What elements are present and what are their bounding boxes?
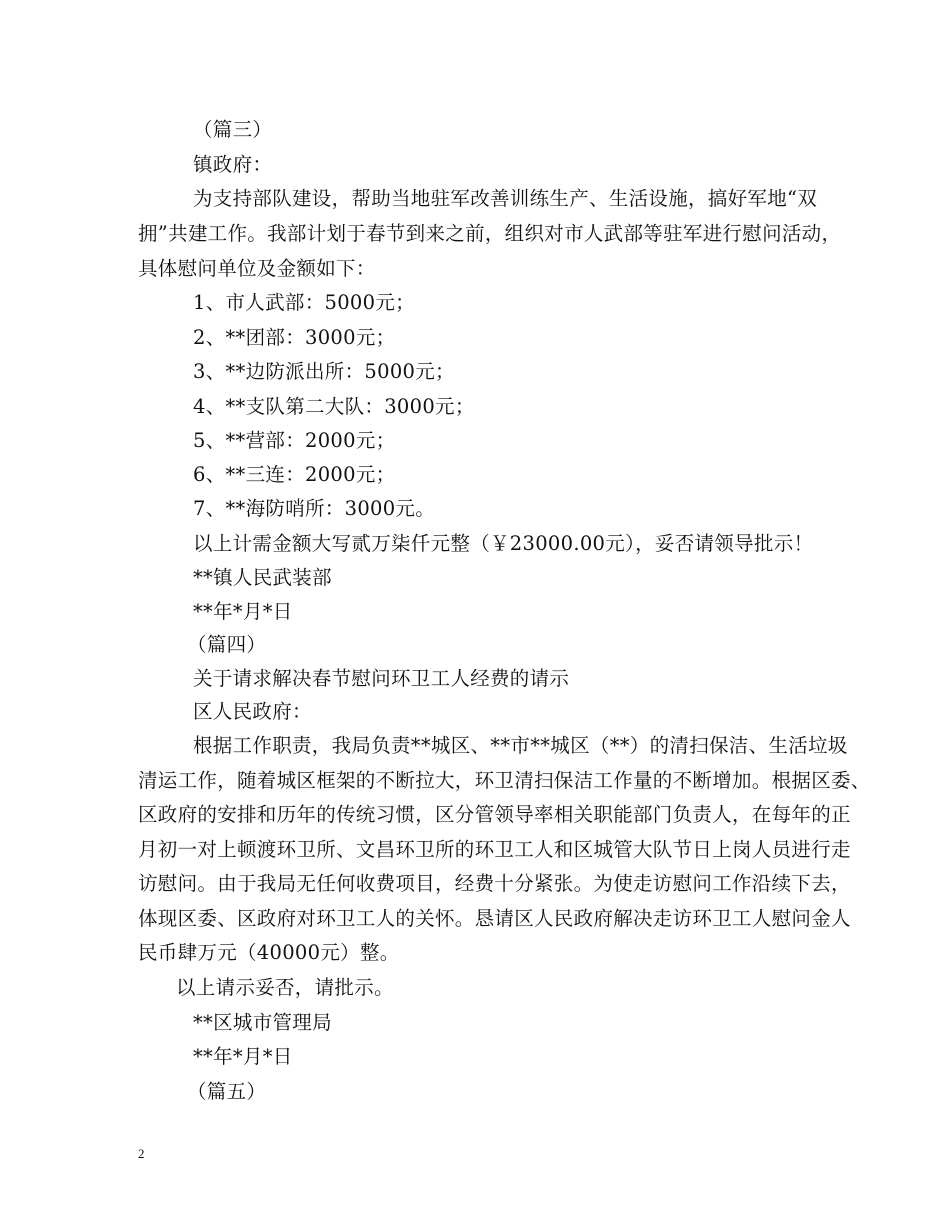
request-title: 关于请求解决春节慰问环卫工人经费的请示 [193,667,570,690]
total-amount-line: 以上计需金额大写贰万柒仟元整（￥23000.00元），妥否请领导批示！ [193,532,814,555]
page-number: 2 [138,1146,145,1161]
list-item: 7、**海防哨所：3000元。 [193,497,436,520]
body-text-line: 区政府的安排和历年的传统习惯，区分管领导率相关职能部门负责人，在每年的正 [138,803,851,826]
body-text-line: 为支持部队建设，帮助当地驻军改善训练生产、生活设施，搞好军地“双 [193,187,818,210]
signatory-line: **区城市管理局 [193,1011,332,1034]
date-line: **年*月*日 [193,1045,293,1068]
addressee-line: 区人民政府： [193,700,312,723]
list-item: 4、**支队第二大队：3000元； [193,395,475,418]
body-text-line: 月初一对上顿渡环卫所、文昌环卫所的环卫工人和区城管大队节日上岗人员进行走 [138,838,851,861]
body-text-line: 根据工作职责，我局负责**城区、**市**城区（**）的清扫保洁、生活垃圾 [193,734,848,757]
section-heading-4: （篇四） [187,633,267,656]
list-item: 1、市人武部：5000元； [193,291,415,314]
body-text-line: 拥”共建工作。我部计划于春节到来之前，组织对市人武部等驻军进行慰问活动， [138,222,842,245]
section-heading-5: （篇五） [187,1080,267,1103]
list-item: 6、**三连：2000元； [193,463,396,486]
body-text-line: 具体慰问单位及金额如下： [138,257,376,280]
body-text-line: 体现区委、区政府对环卫工人的关怀。恳请区人民政府解决走访环卫工人慰问金人 [138,907,851,930]
list-item: 3、**边防派出所：5000元； [193,360,455,383]
body-text-line: 访慰问。由于我局无任何收费项目，经费十分紧张。为使走访慰问工作沿续下去， [138,872,851,895]
closing-line: 以上请示妥否，请批示。 [176,976,394,999]
addressee-line: 镇政府： [193,153,273,176]
body-text-line: 清运工作，随着城区框架的不断拉大，环卫清扫保洁工作量的不断增加。根据区委、 [138,769,871,792]
date-line: **年*月*日 [193,600,293,623]
list-item: 5、**营部：2000元； [193,429,396,452]
list-item: 2、**团部：3000元； [193,326,396,349]
section-heading-3: （篇三） [193,118,273,141]
signatory-line: **镇人民武装部 [193,566,332,589]
body-text-line: 民币肆万元（40000元）整。 [138,941,400,964]
